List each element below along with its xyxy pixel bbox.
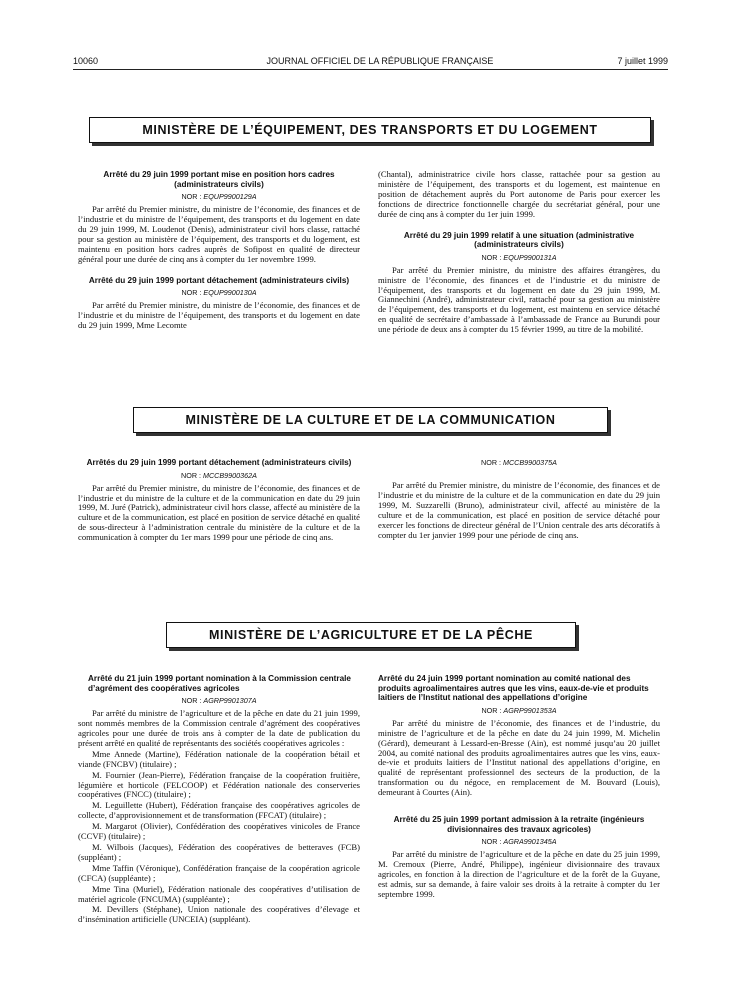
column-right-culture bbox=[378, 458, 660, 541]
nor-reference: NOR : AGRA9901345A bbox=[481, 837, 557, 847]
journal-title: JOURNAL OFFICIEL DE LA RÉPUBLIQUE FRANÇAISE bbox=[266, 56, 494, 66]
decree-paragraph: Mme Taffin (Véronique), Confédération française de la coopération agricole (CFCA) (suppléante) ; bbox=[78, 862, 360, 883]
nor-reference: NOR : EQUP9900131A bbox=[481, 252, 557, 262]
decree-paragraph: Par arrêté du Premier ministre, du ministre de l’économie, des finances et de l’industrie et du ministre de la culture et de la communication en date du 29 juin 1999, M. Suzzarelli (Bruno), administrateur civil, affecté au ministère de la culture et de la communication, est placé en position de service détaché pour exercer les fonctions de directeur général de l’Union centrale des arts décoratifs à compter du 1er janvier 1999 pour une période de cinq ans. bbox=[378, 480, 660, 540]
decree-paragraph: Mme Tina (Muriel), Fédération nationale des coopératives d’utilisation de matériel agricole (FNCUMA) (suppléante) ; bbox=[78, 883, 360, 904]
header-rule bbox=[73, 69, 668, 70]
decree-title: Arrêté du 25 juin 1999 portant admission à la retraite (ingénieurs divisionnaires des travaux agricoles) bbox=[393, 815, 645, 834]
decree-title: Arrêté du 21 juin 1999 portant nomination à la Commission centrale d’agrément des coopératives agricoles bbox=[88, 674, 351, 693]
nor-reference: NOR : EQUP9900129A bbox=[181, 192, 257, 202]
nor-reference: NOR : AGRP9901307A bbox=[181, 696, 257, 706]
column-left-culture bbox=[78, 458, 360, 544]
decree-paragraph: M. Margarot (Olivier), Confédération des coopératives vinicoles de France (CCVF) (titulaire) ; bbox=[78, 821, 360, 842]
decree-title: Arrêtés du 29 juin 1999 portant détachement (administrateurs civils) bbox=[86, 458, 352, 467]
nor-reference: NOR : MCCB9900375A bbox=[481, 458, 557, 467]
ministry-banner-equipement: MINISTÈRE DE L’ÉQUIPEMENT, DES TRANSPORTS ET DU LOGEMENT bbox=[89, 117, 651, 143]
ministry-banner-agriculture: MINISTÈRE DE L’AGRICULTURE ET DE LA PÊCHE bbox=[166, 622, 576, 648]
decree-paragraph: Par arrêté du Premier ministre, du ministre de l’économie, des finances et de l’industrie et du ministre de l’équipement, des transports et du logement en date du 29 juin 1999, M. Loudenot (Denis), administrateur civil hors classe, rattaché pour sa gestion au ministère de l’équipement, des transports et du logement, est maintenu en position hors cadres auprès de Sofipost en qualité de directeur général pour une durée de cinq ans à compter du 1er novembre 1999. bbox=[78, 204, 360, 264]
decree-paragraph: M. Leguillette (Hubert), Fédération française des coopératives agricoles de collecte, d’approvisionnement et de transformation (FFCAT) (titulaire) ; bbox=[78, 800, 360, 821]
decree-paragraph: M. Wilbois (Jacques), Fédération des coopératives de betteraves (FCB) (suppléant) ; bbox=[78, 841, 360, 862]
column-left-equipement bbox=[78, 170, 360, 332]
decree-paragraph: (Chantal), administratrice civile hors classe, rattachée pour sa gestion au ministère de l’équipement, des transports et du logement, est maintenue en position de détachement auprès du Port autonome de Paris pour exercer les fonctions de directrice fonctionnelle chargée du secrétariat général, pour une durée de cinq ans à compter du 1er juin 1999. bbox=[378, 169, 660, 219]
decree-paragraph: Par arrêté du ministre de l’économie, des finances et de l’industrie, du ministre de l’agriculture et de la pêche en date du 24 juin 1999, M. Michelin (Gérard), demeurant à Lessard-en-Bresse (Ain), est nommé jusqu’au 20 juillet 2004, au comité national des produits agroalimentaires autres que les vins, eaux-de-vie et produits laitiers de l’Institut national des appellations d’origine, en qualité de représentant professionnel des secteurs de la production, de la transformation ou du négoce, en remplacement de M. Bouvard (Louis), demeurant à Courtes (Ain). bbox=[378, 717, 660, 798]
decree-title: Arrêté du 24 juin 1999 portant nomination au comité national des produits agroalimentaires autres que les vins, eaux-de-vie et produits laitiers de l’Institut national des appellations d’origine bbox=[378, 674, 649, 703]
decree-paragraph: M. Devillers (Stéphane), Union nationale des coopératives d’élevage et d’insémination artificielle (UNCEIA) (suppléant). bbox=[78, 904, 360, 925]
decree-paragraph: M. Fournier (Jean-Pierre), Fédération française de la coopération fruitière, légumière et horticole (FELCOOP) et Fédération nationale des conserveries coopératives (FNCC) (titulaire) ; bbox=[78, 769, 360, 800]
issue-date: 7 juillet 1999 bbox=[617, 56, 668, 66]
nor-reference: NOR : MCCB9900362A bbox=[181, 470, 257, 480]
decree-title: Arrêté du 29 juin 1999 portant détachement (administrateurs civils) bbox=[88, 275, 350, 285]
column-right-agriculture bbox=[378, 674, 660, 901]
decree-paragraph: Mme Annede (Martine), Fédération nationale de la coopération bétail et viande (FNCBV) (titulaire) ; bbox=[78, 748, 360, 769]
decree-paragraph: Par arrêté du Premier ministre, du ministre des affaires étrangères, du ministre de l’économie, des finances et de l’industrie et du ministre de l’équipement, des transports et du logement en date du 29 juin 1999, M. Giannechini (André), administrateur civil, rattaché pour sa gestion au ministère de l’équipement, des transports et du logement, est maintenu en service détaché en qualité de secrétaire d’ambassade à l’ambassade de France au Burundi pour une période de deux ans à compter du 15 février 1999, au titre de la mobilité. bbox=[378, 264, 660, 335]
ministry-banner-culture: MINISTÈRE DE LA CULTURE ET DE LA COMMUNICATION bbox=[133, 407, 608, 433]
column-right-equipement bbox=[378, 170, 660, 336]
nor-reference: NOR : EQUP9900130A bbox=[181, 288, 257, 298]
decree-title: Arrêté du 29 juin 1999 relatif à une situation (administrative (administrateurs civils) bbox=[403, 230, 635, 250]
column-left-agriculture bbox=[78, 674, 360, 926]
decree-paragraph: Par arrêté du Premier ministre, du ministre de l’économie, des finances et de l’industrie et du ministre de l’équipement, des transports et du logement en date du 29 juin 1999, Mme Lecomte bbox=[78, 300, 360, 331]
page-number: 10060 bbox=[73, 56, 99, 66]
decree-paragraph: Par arrêté du ministre de l’agriculture et de la pêche en date du 21 juin 1999, sont nommés membres de la Commission centrale d’agrément des coopératives agricoles pour une durée de trois ans à compter de la date de publication du présent arrêté en qualité de représentants des sociétés coopératives agricoles : bbox=[78, 708, 360, 748]
decree-paragraph: Par arrêté du Premier ministre, du ministre de l’économie, des finances et de l’industrie et du ministre de la culture et de la communication en date du 29 juin 1999, M. Juré (Patrick), administrateur civil hors classe, affecté au ministère de la culture et de la communication, est placé en position de service détaché en qualité de sous-directeur à l’administration centrale du ministère de la culture et de la communication à compter du 1er mars 1999 pour une période de cinq ans. bbox=[78, 482, 360, 543]
decree-paragraph: Par arrêté du ministre de l’agriculture et de la pêche en date du 25 juin 1999, M. Cremoux (Pierre, André, Philippe), ingénieur divisionnaire des travaux agricoles, en fonction à la direction de l’agriculture et de la forêt de la Guyane, est admis, sur sa demande, à faire valoir ses droits à la retraite à compter du 1er septembre 1999. bbox=[378, 849, 660, 899]
nor-reference: NOR : AGRP9901353A bbox=[481, 705, 557, 715]
decree-title: Arrêté du 29 juin 1999 portant mise en position hors cadres (administrateurs civils) bbox=[103, 170, 335, 189]
